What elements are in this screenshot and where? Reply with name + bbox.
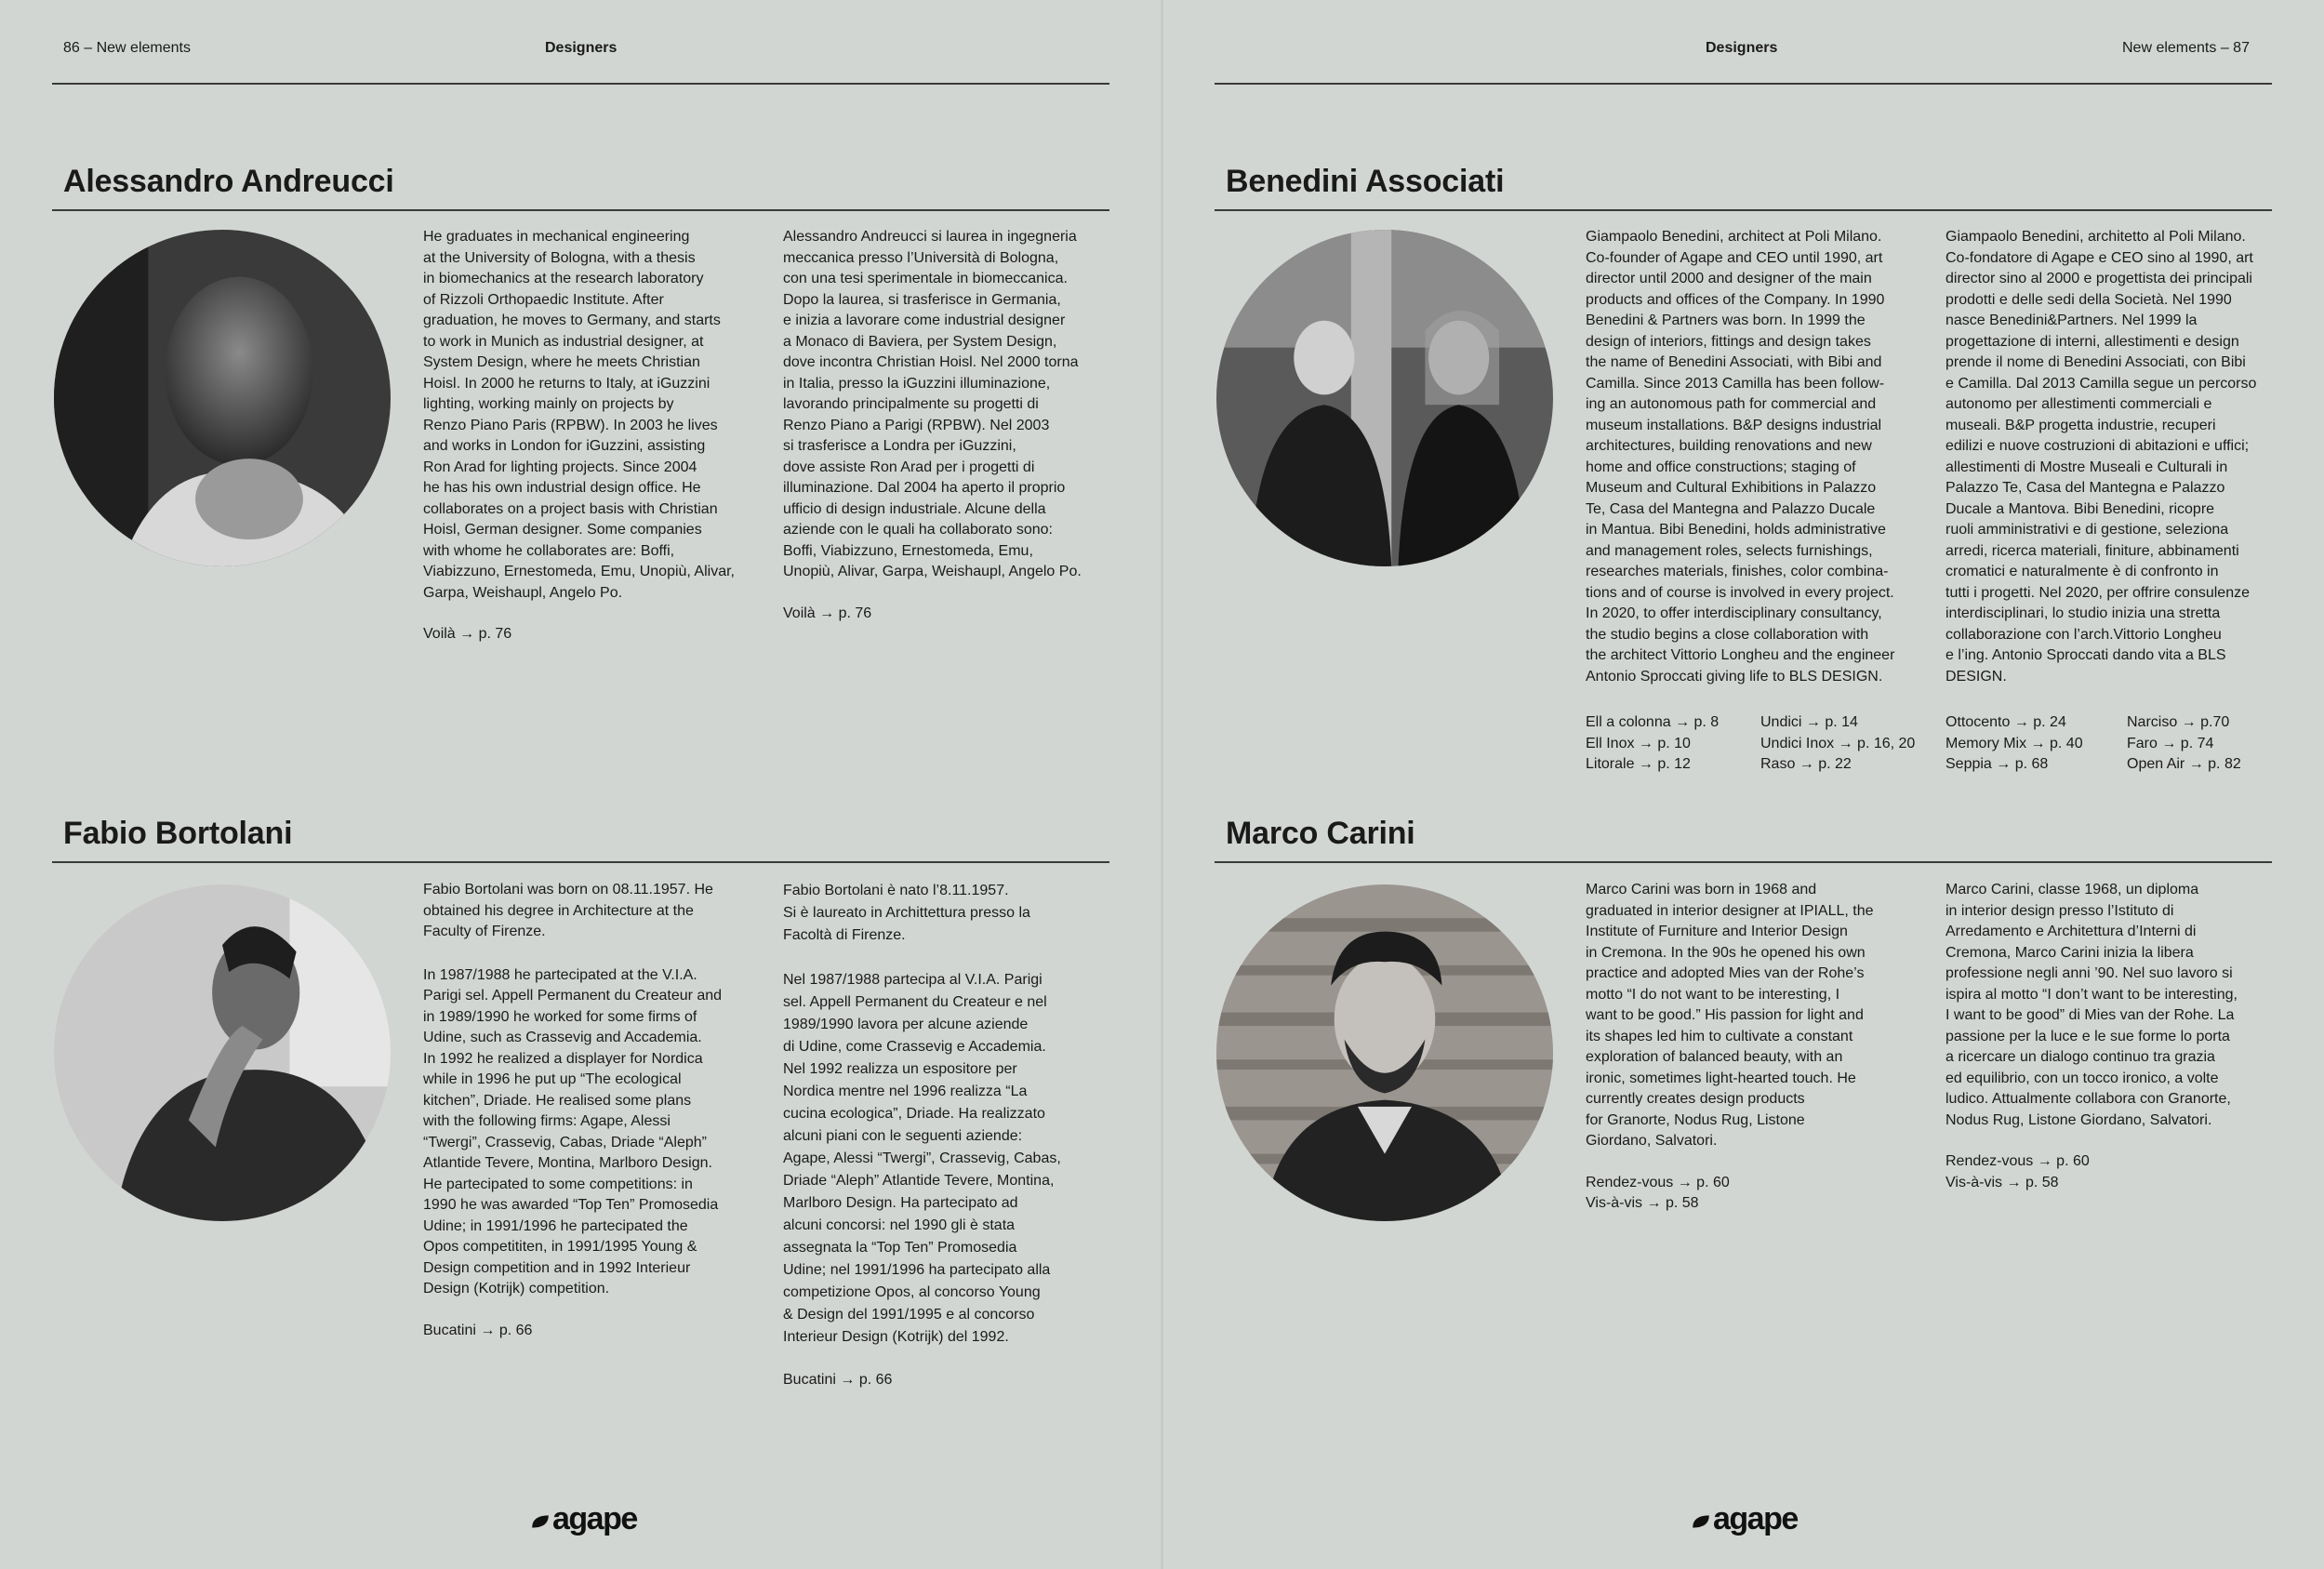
product-links-column — [1760, 712, 1946, 776]
product-links-grid — [1586, 712, 2266, 776]
designer-name: Benedini Associati — [1226, 164, 1505, 199]
product-link[interactable]: Narciso → p.70 — [2127, 714, 2230, 730]
product-link[interactable]: Bucatini → p. 66 — [423, 1322, 533, 1338]
product-link[interactable]: Ell a colonna → p. 8 — [1586, 714, 1720, 730]
product-link[interactable]: Undici → p. 14 — [1760, 714, 1858, 730]
bio-paragraph: Alessandro Andreucci si laurea in ingegneria meccanica presso l’Università di Bologna, con una tesi sperimentale in biomeccanica. Dopo la laurea, si trasferisce in Germania, e inizia a lavorare come industrial designer a Monaco di Baviera, per System Design, dove incontra Christian Hoisl. Nel 2000 torna in Italia, presso la iGuzzini illuminazione, lavorando principalmente su progetti di Renzo Piano a Parigi (RPBW). Nel 2003 si trasferisce a Londra per iGuzzini, dove assiste Ron Arad per i progetti di illuminazione. Dal 2004 ha aperto il proprio ufficio di design industriale. Alcune della aziende con le quali ha collaborato sono: Boffi, Viabizzuno, Ernestomeda, Emu, Unopiù, Alivar, Garpa, Weishaupl, Angelo Po. — [783, 229, 1082, 579]
designer-rule — [1215, 209, 2272, 211]
product-link[interactable]: Ottocento → p. 24 — [1946, 714, 2066, 730]
product-link[interactable]: Vis-à-vis → p. 58 — [1586, 1195, 1699, 1211]
designer-rule — [1215, 861, 2272, 863]
agape-logo — [530, 1502, 637, 1536]
product-link[interactable]: Voilà → p. 76 — [783, 605, 872, 621]
product-link[interactable]: Memory Mix → p. 40 — [1946, 735, 2083, 751]
bio-paragraph: Nel 1987/1988 partecipa al V.I.A. Parigi sel. Appell Permanent du Createur e nel 1989/1990 lavora per alcune aziende di Udine, come Crassevig e Accademia. Nel 1992 realizza un espositore per Nordica mentre nel 1996 realizza “La cucina ecologica”, Driade. Ha realizzato alcuni piani con le seguenti aziende: Agape, Alessi “Twergi”, Crassevig, Cabas, Driade “Aleph” Atlantide Tevere, Montina, Marlboro Design. Ha partecipato ad alcuni concorsi: nel 1990 gli è stata assegnata la “Top Ten” Promosedia Udine; nel 1991/1996 ha partecipato alla competizione Opos, al concorso Young & Design del 1991/1995 e al concorso Interieur Design (Kotrijk) del 1992. — [783, 972, 1061, 1345]
product-link[interactable]: Ell Inox → p. 10 — [1586, 735, 1691, 751]
bio-italian — [783, 227, 1136, 624]
bio-italian — [783, 880, 1136, 1391]
agape-leaf-icon — [1691, 1511, 1711, 1532]
product-link[interactable]: Vis-à-vis → p. 58 — [1946, 1174, 2059, 1190]
designer-portrait — [1216, 230, 1553, 566]
product-links-column — [2127, 712, 2266, 776]
bio-paragraph: Giampaolo Benedini, architetto al Poli Milano. Co-fondatore di Agape e CEO sino al 1990, art director sino al 2000 e progettista dei principali prodotti e delle sedi della Società. Nel 1990 nasce Benedini&Partners. Nel 1999 la progettazione di interni, allestimenti e design prende il nome di Benedini Associati, con Bibi e Camilla. Dal 2013 Camilla segue un percorso autonomo per allestimenti commerciali e museali. B&P progetta industrie, recuperi edilizi e nuove costruzioni di abitazioni e uffici; allestimenti di Mostre Museali e Culturali in Palazzo Te, Casa del Mantegna e Palazzo Ducale a Mantova. Bibi Benedini, ricopre ruoli amministrativi e di gestione, seleziona arredi, ricerca materiali, finiture, abbinamenti cromatici e naturalmente è di confronto in tutti i progetti. Nel 2020, per offrire consulenze interdisciplinari, lo studio inizia una stretta collaborazione con l’arch.Vittorio Longheu e l’ing. Antonio Sproccati dando vita a BLS DESIGN. — [1946, 229, 2257, 685]
product-link[interactable]: Undici Inox → p. 16, 20 — [1760, 735, 1916, 751]
right-page — [1162, 0, 2324, 1569]
designer-rule — [52, 209, 1109, 211]
page-number-left: 86 – New elements — [63, 40, 191, 56]
product-link[interactable]: Raso → p. 22 — [1760, 756, 1852, 772]
product-link[interactable]: Seppia → p. 68 — [1946, 756, 2049, 772]
designer-portrait — [54, 884, 391, 1221]
designer-rule — [52, 861, 1109, 863]
product-link[interactable]: Voilà → p. 76 — [423, 626, 512, 642]
section-title-left: Designers — [545, 40, 618, 56]
product-link[interactable]: Open Air → p. 82 — [2127, 756, 2241, 772]
header-rule — [52, 83, 1109, 85]
product-link[interactable]: Rendez-vous → p. 60 — [1946, 1153, 2090, 1169]
designer-portrait — [1216, 884, 1553, 1221]
logo-wordmark: agape — [552, 1501, 637, 1536]
bio-paragraph: Fabio Bortolani è nato l’8.11.1957. Si è laureato in Archittettura presso la Facoltà di Firenze. — [783, 883, 1030, 943]
designer-name: Marco Carini — [1226, 816, 1415, 851]
agape-leaf-icon — [530, 1511, 551, 1532]
designer-name: Fabio Bortolani — [63, 816, 293, 851]
bio-english — [1586, 880, 1930, 1215]
bio-italian — [1946, 227, 2299, 687]
product-links-column — [1946, 712, 2127, 776]
bio-paragraph: Giampaolo Benedini, architect at Poli Milano. Co-founder of Agape and CEO until 1990, art director until 2000 and designer of the main products and offices of the Company. In 1990 Benedini & Partners was born. In 1999 the design of interiors, fittings and design takes the name of Benedini Associati, with Bibi and Camilla. Since 2013 Camilla has been follow- ing an autonomous path for commercial and museum installations. B&P designs industrial architectures, building renovations and new home and office constructions; staging of Museum and Cultural Exhibitions in Palazzo Te, Casa del Mantegna and Palazzo Ducale in Mantua. Bibi Benedini, holds administrative and management roles, selects furnishings, researches materials, finishes, color combina- tions and of course is involved in every project. In 2020, to offer interdisciplinary consultancy, the studio begins a close collaboration with the architect Vittorio Longheu and the engineer Antonio Sproccati giving life to BLS DESIGN. — [1586, 229, 1895, 685]
bio-paragraph: Marco Carini was born in 1968 and graduated in interior designer at IPIALL, the Institute of Furniture and Interior Design in Cremona. In the 90s he opened his own practice and adopted Mies van der Rohe’s motto “I do not want to be interesting, I want to be good.” His passion for light and its shapes led him to cultivate a constant exploration of balanced beauty, with an ironic, sometimes light-hearted touch. He currently creates design products for Granorte, Nodus Rug, Listone Giordano, Salvatori. — [1586, 882, 1874, 1149]
product-links-column — [1586, 712, 1760, 776]
agape-logo — [1691, 1502, 1798, 1536]
designer-portrait — [54, 230, 391, 566]
product-link[interactable]: Litorale → p. 12 — [1586, 756, 1691, 772]
logo-wordmark: agape — [1713, 1501, 1798, 1536]
product-link[interactable]: Bucatini → p. 66 — [783, 1372, 893, 1388]
header-rule — [1215, 83, 2272, 85]
bio-paragraph: In 1987/1988 he partecipated at the V.I.A. Parigi sel. Appell Permanent du Createur and in 1989/1990 he worked for some firms of Udine, such as Crassevig and Accademia. In 1992 he realized a displayer for Nordica while in 1996 he put up “The ecological kitchen”, Driade. He realised some plans with the following firms: Agape, Alessi “Twergi”, Crassevig, Cabas, Driade “Aleph” Atlantide Tevere, Montina, Marlboro Design. He partecipated to some competitions: in 1990 he was awarded “Top Ten” Promosedia Udine; in 1991/1996 he partecipated the Opos competititen, in 1991/1995 Young & Design competition and in 1992 Interieur Design (Kotrijk) competition. — [423, 966, 723, 1296]
bio-paragraph: He graduates in mechanical engineering at the University of Bologna, with a thesis in biomechanics at the research laboratory of Rizzoli Orthopaedic Institute. After graduation, he moves to Germany, and starts to work in Munich as industrial designer, at System Design, where he meets Christian Hoisl. In 2000 he returns to Italy, at iGuzzini lighting, working mainly on projects by Renzo Piano Paris (RPBW). In 2003 he lives and works in London for iGuzzini, assisting Ron Arad for lighting projects. Since 2004 he has his own industrial design office. He collaborates on a project basis with Christian Hoisl, German designer. Some companies with whome he collaborates are: Boffi, Viabizzuno, Ernestomeda, Emu, Unopiù, Alivar, Garpa, Weishaupl, Angelo Po. — [423, 229, 735, 601]
bio-english — [423, 227, 767, 645]
product-link[interactable]: Rendez-vous → p. 60 — [1586, 1174, 1730, 1190]
bio-italian — [1946, 880, 2299, 1193]
bio-paragraph: Marco Carini, classe 1968, un diploma in interior design presso l’Istituto di Arredamento e Architettura d’Interni di Cremona, Marco Carini inizia la libera professione negli anni ’90. Nel suo lavoro si ispira al motto “I don’t want to be interesting, I want to be good” di Mies van der Rohe. La passione per la luce e le sue forme lo porta a ricercare un dialogo continuo tra grazia ed equilibrio, con un tocco ironico, a volte ludico. Attualmente collabora con Granorte, Nodus Rug, Listone Giordano, Salvatori. — [1946, 882, 2238, 1128]
page-number-right: New elements – 87 — [2122, 40, 2250, 56]
product-link[interactable]: Faro → p. 74 — [2127, 735, 2214, 751]
designer-name: Alessandro Andreucci — [63, 164, 394, 199]
product-links — [1586, 1173, 1930, 1215]
bio-paragraph: Fabio Bortolani was born on 08.11.1957. He obtained his degree in Architecture at the Faculty of Firenze. — [423, 882, 713, 939]
bio-english — [423, 880, 767, 1341]
bio-english — [1586, 227, 1930, 687]
product-links — [1946, 1151, 2299, 1193]
section-title-right: Designers — [1706, 40, 1778, 56]
